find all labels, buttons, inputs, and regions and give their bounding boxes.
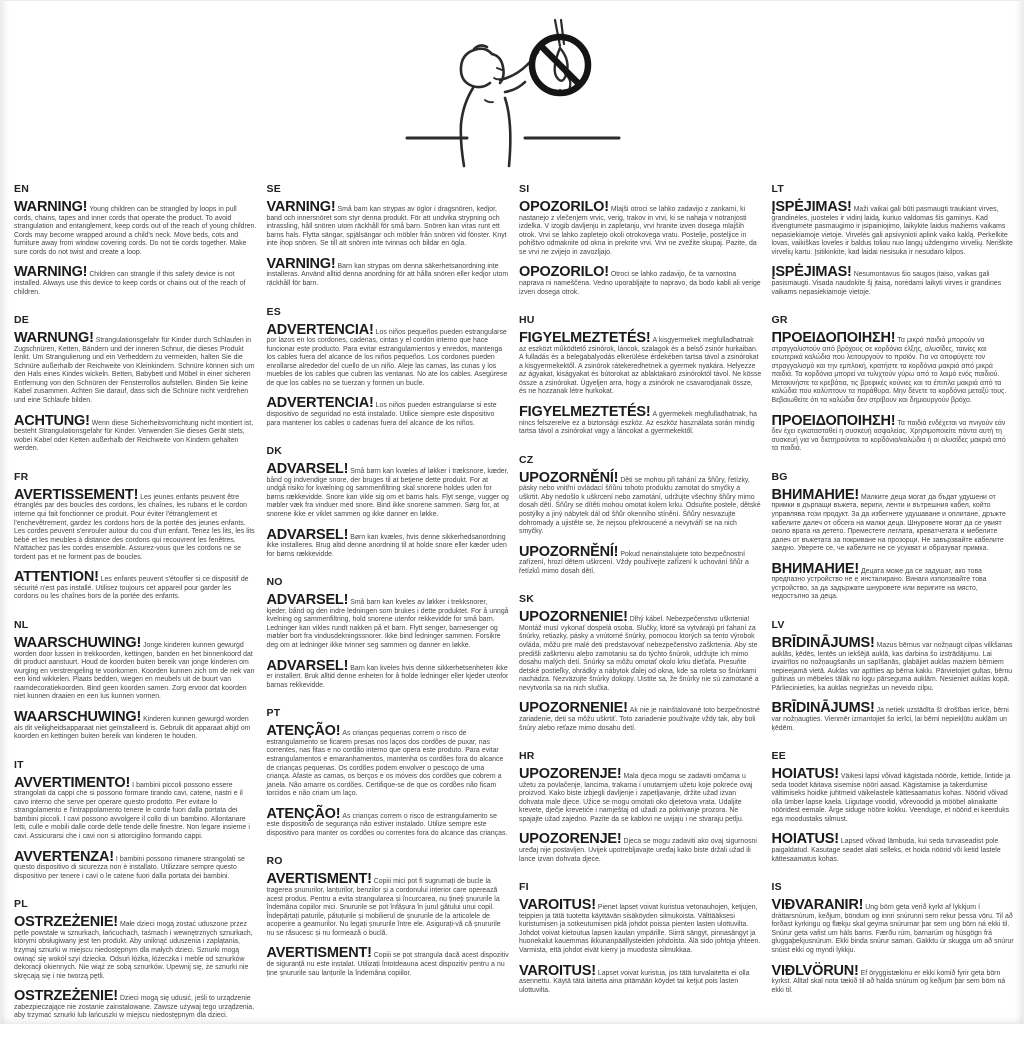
warning-heading: ATENÇÃO!	[266, 723, 341, 740]
section-dk	[267, 445, 510, 559]
warning-heading: UPOZORNENIE!	[519, 700, 628, 717]
warning-block	[772, 832, 1015, 864]
column-3	[519, 183, 762, 1038]
warning-columns	[14, 183, 1014, 1038]
warning-block	[267, 462, 510, 519]
warning-body: Τα παιδιά ενδέχεται να πνιγούν εάν δεν έχει εγκατασταθεί η συσκευή ασφαλείας. Χρησιμοποιείτε πάντα αυτή τη συσκευή για να διατηρούνται τα κορδόνια/καλώδια ή οι αλυσίδες μακριά από τα παιδιά.	[771, 419, 1006, 453]
lang-code-is: IS	[771, 881, 782, 894]
warning-block	[267, 200, 510, 249]
warning-block	[267, 593, 510, 650]
warning-block	[519, 265, 762, 297]
section-lv	[772, 619, 1015, 733]
child-cord-warning-illustration	[397, 18, 627, 168]
warning-heading: OSTRZEŻENIE!	[14, 988, 118, 1005]
warning-block	[519, 610, 762, 693]
lang-code-bg: BG	[771, 470, 788, 483]
warning-block	[14, 710, 257, 742]
section-en	[14, 183, 257, 297]
section-fi	[519, 881, 762, 995]
warning-heading: ĮSPĖJIMAS!	[771, 199, 852, 215]
warning-block	[772, 562, 1015, 602]
warning-heading: VAROITUS!	[519, 962, 596, 979]
warning-heading: WAARSCHUWING!	[14, 708, 142, 725]
warning-block	[772, 331, 1015, 406]
warning-block	[772, 898, 1015, 955]
lang-code-fi: FI	[519, 881, 529, 894]
section-lt	[772, 183, 1015, 297]
warning-block	[14, 414, 257, 454]
warning-block	[772, 636, 1015, 693]
warning-heading: WARNING!	[14, 199, 88, 215]
section-fr	[14, 471, 257, 602]
warning-body: Children can strangle if this safety device is not installed. Always use this device to keep cords or chains out of the reach of children.	[14, 271, 246, 296]
lang-code-si: SI	[519, 183, 530, 195]
warning-block	[14, 989, 257, 1021]
lang-code-ee: EE	[771, 750, 786, 763]
warning-body: Copiii mici pot fi sugrumați de bucle la tragerea șnururilor, lanțurilor, benzilor și a cordonului interior care operează acest produs. Pentru a evita strangularea și încurcarea, nu țineți șnururile la îndemâna copiilor mici. Șnururile se pot înfășura în jurul gâtului unui copil. Îndepărtați paturile, pătuțurile și mobilierul de șnururile de la articolele de acoperire a geamurilor. Nu legați șnururile între ele. Asigurați-vă că șnururile nu se răsucesc și nu formează o buclă.	[266, 878, 501, 937]
lang-code-dk: DK	[266, 445, 283, 458]
warning-heading: UPOZORENJE!	[519, 766, 622, 783]
section-no	[267, 576, 510, 690]
column-2	[267, 183, 510, 1038]
warning-heading: VIÐLVÖRUN!	[771, 962, 859, 979]
warning-heading: WARNING!	[14, 264, 88, 281]
warning-body: Mazus bērnus var nožņaugt cilpas vilkšanas auklās, ķēdēs, lentēs un iekšējā auklā, kas darbina šo izstrādājumu. Lai izvairītos no nožņaugšanās un sapīšanās, glabājiet auklas maziem bērniem nepieejamā vietā. Auklas var aptīties ap bērna kaklu. Pārvietojiet gultas, bērnu gultiņas un mēbeles tālāk no logu pārseguma auklām. Nesieniet auklas kopā. Pārliecinieties, ka auklas negriežas un neveido cilpu.	[771, 642, 1013, 692]
section-gr	[772, 314, 1015, 454]
warning-block	[519, 767, 762, 824]
warning-body: Ef öryggistækinu er ekki komið fyrir geta börn kyrkst. Alltaf skal nota tækið til að halda snúrum og keðjum þar sem börn ná ekki til.	[771, 969, 1006, 994]
warning-heading: FIGYELMEZTETÉS!	[519, 404, 651, 420]
lang-code-se: SE	[266, 183, 281, 195]
warning-heading: ВНИМАНИЕ!	[771, 560, 860, 577]
warning-heading: VIÐVARANIR!	[771, 897, 864, 914]
warning-block	[267, 257, 510, 289]
lang-code-ro: RO	[266, 855, 283, 868]
warning-block	[267, 659, 510, 691]
warning-heading: VAROITUS!	[519, 897, 596, 914]
warning-heading: ADVARSEL!	[266, 526, 349, 543]
warning-block	[519, 331, 762, 397]
warning-heading: BRĪDINĀJUMS!	[771, 700, 875, 717]
warning-block	[772, 488, 1015, 554]
warning-body: Pokud nenainstalujete toto bezpečnostní zařízení, hrozí dětem uškrcení. Vždy používejte zařízení k uchování šňůr a řetízků mimo dosah dětí.	[519, 550, 749, 575]
lang-code-gr: GR	[771, 314, 788, 327]
warning-body: Lapset voivat kuristua, jos tätä turvalaitetta ei olla asennettu. Käytä tätä laitetta aina pitämään köydet tai ketjut pois lasten ulottuvilta.	[519, 969, 750, 994]
warning-body: I bambini possono rimanere strangolati se questo dispositivo di sicurezza non è installato. Utilizzare sempre questo dispositivo per tenere i cavi o le catene fuori dalla portata dei bambini.	[14, 855, 245, 880]
warning-heading: UPOZORNĚNÍ!	[519, 469, 619, 486]
section-hr	[519, 750, 762, 864]
warning-body: Strangulationsgefahr für Kinder durch Schlaufen in Zugschnüren, Ketten, Bändern und der inneren Schnur, die dieses Produkt lenkt. Um Strangulierung und ein Verheddern zu vermeiden, halten Sie die Schnüre außerhalb der Reichweite von Kleinkindern. Schnüre können sich um den Hals eines Kindes wickeln. Betten, Babybett und Möbel in einer sicheren Entfernung von den Schnüren der Fensterrollos aufstellen. Binden Sie keine Kabel zusammen. Achten Sie darauf, dass sich die Schnüre nicht verdrehen und eine Schlaufe bilden.	[14, 337, 255, 404]
warning-body: Малките деца могат да бъдат удушени от примки в дърпащи въжета, вериги, ленти и вътрешния кабел, който управлява този продукт. За да избегнете удушаване и оплитане, дръжте кабелите далеч от обсега на малки деца. Шнуровете могат да се увият около врата на детето. Преместете леглата, креватчетата и мебелите далеч от въжетата за покриване на прозорци. Не завързвайте кабелите заедно. Уверете се, че кабелите не се усукват и образуват примка.	[771, 493, 1006, 553]
lang-code-fr: FR	[14, 470, 29, 483]
warning-block	[267, 946, 510, 978]
illustration-area	[0, 18, 1024, 168]
warning-body: Mlajši otroci se lahko zadavijo z zankami, ki nastanejo z vlečenjem vrvic, verig, trakov in vrvi, ki se nahaja v notranjosti izdelka. V izogib davljenju in zapletanju, vrvi hranite izven dosega mlajših otrok. Vrvi se lahko zapletejo okoli otrokovega vratu. Postelje, posteljice in pohištvo odmaknite od okna in prekrite vrvi. Vrvi ne zvežite skupaj. Pazite, da se vrvi ne zvijejo in zavozljajo.	[519, 206, 757, 256]
warning-body: Los niños pueden estrangularse si este dispositivo de seguridad no está instalado. Utilice siempre este dispositivo para mantener los cables o cadenas fuera del alcance de los niños.	[266, 402, 497, 427]
warning-body: Små barn kan strypas av öglor i dragsnören, kedjor, band och innersnöret som styr denna produkt. För att undvika strypning och intrassling, håll snören utom räckhåll för små barn. Snören kan viras runt ett barns hals. Flytta sängar, spjälsängar och möbler från snören vid fönster. Knyt inte ihop snören. Se till att snören inte tvinnas och bildar en ögla.	[266, 206, 507, 248]
warning-block	[267, 323, 510, 389]
warning-body: Les jeunes enfants peuvent être étranglés par des boucles des cordons, les chaînes, les rubans et le cordon interne qui fait fonctionner ce produit. Pour éviter l'étranglement et l'enchevêtrement, gardez les cordons hors de la portée des jeunes enfants. Les cordes peuvent s'enrouler autour du cou d'un enfant. Tenez les lits, les lits bébé et les meubles à distance des cordons qui recouvrent les fenêtres. N'attachez pas les cordes ensemble. Assurez-vous que les cordons ne se tordent pas et ne forment pas de boucles.	[14, 493, 255, 561]
lang-code-sk: SK	[519, 593, 534, 606]
warning-body: Jonge kinderen kunnen gewurgd worden door lussen in trekkoorden, kettingen, banden en het binnenkoord dat dit product aanstuurt. Houd de koorden buiten bereik van jonge kinderen om wurging en verstrengeling te voorkomen. Koorden kunnen zich om de nek van een kind wikkelen. Plaats bedden, wiegen en meubels uit de buurt van raamdecoratiekoorden. Bind geen koorden samen. Zorg ervoor dat koorden niet kunnen draaien en een lus kunnen vormen.	[14, 642, 255, 701]
section-bg	[772, 471, 1015, 602]
warning-heading: FIGYELMEZTETÉS!	[519, 330, 651, 347]
warning-heading: UPOZORNENIE!	[519, 609, 628, 626]
warning-body: I bambini piccoli possono essere strangolati da cappi che si possono formare tirando cavi, catene, nastri e il cavo interno che serve per operare questo prodotto. Per evitare lo strangolamento e l'intrappolamento tenere le corde fuori dalla portata dei bambini piccoli. I cavi possono avvolgere il collo di un bambino. Allontanare letti, culle e mobili dalle corde delle tende delle finestre. Non legare insieme i cavi. Assicurarsi che i cavi non si attorciglino formando cappi.	[14, 781, 250, 840]
warning-block	[14, 488, 257, 563]
warning-heading: ВНИМАНИЕ!	[771, 486, 860, 503]
lang-code-pt: PT	[266, 707, 281, 720]
warning-body: Børn kan kvæles, hvis denne sikkerhedsanordning ikke installeres. Brug altid denne anordning til at holde snore eller kæder uden for børns rækkevidde.	[266, 533, 507, 558]
lang-code-en: EN	[14, 183, 29, 195]
warning-block	[519, 545, 762, 577]
warning-heading: UPOZORENJE!	[519, 831, 622, 848]
lang-code-lt: LT	[771, 183, 784, 195]
warning-block	[14, 636, 257, 702]
warning-body: Barn kan kveles hvis denne sikkerhetsenheten ikke er installert. Bruk alltid denne enheten for å holde ledninger eller kjeder utenfor barnas rekkevidde.	[266, 664, 509, 689]
warning-body: Nesumontavus šio saugos įtaiso, vaikas gali pasismaugti. Visada naudokite šį įtaisą, norėdami laikyti virves ir grandines vaikams nepasiekiamoje vietoje.	[771, 271, 1002, 296]
warning-heading: BRĪDINĀJUMS!	[771, 635, 875, 651]
warning-body: Dlhý kábel. Nebezpečenstvo uškrtenia! Montáž musí vykonať dospelá osoba. Slučky, ktoré sa vytvárajú pri ťahaní za šnúrky, retiazky, pásky a vnútorné šnúrky, pomocou ktorých sa tento výrobok ovláda, môžu pre malé deti predstavovať nebezpečenstvo zaškrtenia. Aby ste predišli zaškrteniu alebo zamotaniu sa do týchto šnúrok, udržujte ich mimo dosahu malých detí. Šnúrky sa môžu omotať okolo krku dieťaťa. Presuňte detské postieľky, ohrádky a nábytok ďalej od okna, kde sa roleta so šnúrkami nachádza. Nezväzujte šnúrky dokopy. Uistite sa, že šnúrky nie sú zamotané a nevytvorila sa na nich slučka.	[519, 616, 759, 692]
lang-code-pl: PL	[14, 898, 28, 911]
section-pl	[14, 898, 257, 1021]
section-cz	[519, 454, 762, 577]
section-se	[267, 183, 510, 289]
warning-body: Les enfants peuvent s'étouffer si ce dispositif de sécurité n'est pas installé. Utilisez toujours cet appareil pour garder les cordons ou les chaînes hors de la portée des enfants.	[14, 576, 249, 601]
warning-heading: ATENÇÃO!	[266, 805, 341, 822]
lang-code-hr: HR	[519, 750, 535, 763]
warning-heading: ATTENTION!	[14, 569, 99, 586]
warning-heading: WARNUNG!	[14, 330, 94, 347]
warning-heading: HOIATUS!	[771, 766, 839, 783]
warning-heading: ADVARSEL!	[266, 461, 349, 478]
warning-block	[267, 807, 510, 839]
warning-block	[772, 414, 1015, 454]
warning-body: Väikesi lapsi võivad kägistada nöörde, kettide, lintide ja seda toodet käitava sisemise nööri aasad. Kägistamise ja takerdumise vältimiseks hoidke juhtmeid väikelastele kättesaamatus kohas. Nöörid võivad olla ümber lapse kaela. Liigutage voodid, võrevoodid ja mööbel aknakatte nööridest eemale. Ärge siduge nööre kokku. Veenduge, et nöörid ei keerduks ega moodustaks silmust.	[771, 773, 1011, 823]
lang-code-hu: HU	[519, 314, 535, 327]
warning-block	[519, 200, 762, 257]
warning-heading: VARNING!	[266, 255, 336, 272]
warning-body: Young children can be strangled by loops in pull cords, chains, tapes and inner cords that operate the product. To avoid strangulation and entanglement, keep cords out of the reach of young children. Cords may become wrapped around a child's neck. Move beds, cots and furniture away from window covering cords. Do not tie cords together. Make sure cords do not twist and create a loop.	[14, 206, 257, 256]
warning-body: A gyermekek megfulladhatnak, ha nincs felszerelve ez a biztonsági eszköz. Az eszköz használata során mindig tartsa távol a zsinórokat vagy a láncokat a gyermekektől.	[519, 411, 757, 436]
warning-body: Kinderen kunnen gewurgd worden als dit veiligheidsapparaat niet geïnstalleerd is. Gebruik dit apparaat altijd om koorden en kettingen buiten bereik van kinderen te houden.	[14, 715, 251, 741]
warning-heading: AVERTISMENT!	[266, 945, 372, 962]
lang-code-no: NO	[266, 576, 283, 589]
warning-block	[772, 265, 1015, 297]
warning-body: Los niños pequeños pueden estrangularse por lazos en los cordones, cadenas, cintas y el cordón interno que hace funcionar este producto. Para evitar estrangulamientos y enredos, mantenga los cables fuera del alcance de los niños pequeños. Los cordones pueden enrollarse alrededor del cuello de un niño. Aleje las camas, las cunas y los muebles de los cables que cubren las ventanas. No ate los cables. Asegúrese de que los cables no se tuerzan y formen un bucle.	[266, 328, 508, 387]
lang-code-nl: NL	[14, 619, 29, 631]
warning-heading: ADVERTENCIA!	[266, 395, 374, 412]
warning-block	[14, 850, 257, 882]
section-sk	[519, 593, 762, 733]
warning-block	[14, 776, 257, 842]
warning-heading: ADVARSEL!	[266, 592, 349, 609]
warning-body: Barn kan strypas om denna säkerhetsanordning inte installeras. Använd alltid denna anordning för att hålla snören eller kedjor utom räckhåll för barn.	[266, 262, 509, 287]
warning-heading: AVERTISSEMENT!	[14, 486, 139, 503]
warning-body: Djeca se mogu zadaviti ako ovaj sigurnosni uređaj nije postavljen. Uvijek upotrebljavajte uređaj kako biste držali užad ili lance izvan dohvata djece.	[519, 838, 757, 863]
warning-block	[267, 724, 510, 799]
warning-body: Děti se mohou při tahání za šňůry, řetízky, pásky nebo vnitřní ovládací šňůru tohoto produktu zamotat do smyčky a uškrtit. Aby nedošlo k uškrcení nebo zamotání, udržujte všechny šňůry mimo dosah dětí. Šňůry se dítěti mohou omotat kolem krku. Odsuňte postele, dětské postýlky a jiný nábytek dál od šňůr okenního stínění. Šňůry nesvazujte dohromady a ujistěte se, že nejsou překroucené a nevytváří se na nich smyčky.	[519, 476, 761, 536]
lang-code-es: ES	[266, 305, 281, 318]
warning-heading: OPOZORILO!	[519, 264, 609, 281]
warning-block	[14, 200, 257, 257]
warning-body: Децата може да се задушат, ако това предпазно устройство не е инсталирано. Винаги използвайте това устройство, за да задържате шнуровете или веригите на място, недостъпно за деца.	[771, 567, 987, 601]
warning-body: Ung börn geta verið kyrkt af lykkjum í dráttarsnúrum, keðjum, böndum og innri snúrunni sem rekur þessa vöru. Til að forðast kyrkingu og flækju skal geyma snúrurnar þar sem ung börn ná ekki til. Snúrur geta vafist um háls barns. Færðu rúm, barnarúm og húsgögn frá gluggaþekjusnúrum. Ekki binda snúrur saman. Gakktu úr skugga um að snúrur snúist ekki og myndi lykkju.	[771, 904, 1014, 954]
section-it	[14, 759, 257, 882]
warning-block	[519, 405, 762, 437]
column-1	[14, 183, 257, 1038]
warning-heading: UPOZORNĚNÍ!	[519, 543, 619, 560]
warning-body: Copiii se pot strangula dacă acest dispozitiv de siguranță nu este instalat. Utilizați întotdeauna acest dispozitiv pentru a nu ține șnururile sau lanțurile la îndemâna copiilor.	[266, 952, 509, 977]
warning-heading: AVVERTENZA!	[14, 848, 114, 865]
warning-heading: VARNING!	[266, 199, 336, 215]
warning-body: Mala djeca mogu se zadaviti omčama u užetu za povlačenje, lancima, trakama i unutarnjem užetu koje pokreće ovaj proizvod. Kako biste izbjegli davljenje i zapetljavanje, držite užad izvan dohvata male djece. Užice se mogu omotati oko djetetova vrata. Udaljite krevete, dječje krevetiće i namještaj od užadi za pokrivanje prozora. Ne spajajte užad zajedno. Pazite da se kablovi ne uvijaju i ne stvaraju petlju.	[519, 773, 753, 823]
warning-block	[519, 832, 762, 864]
warning-body: Τα μικρά παιδιά μπορούν να στραγγαλιστούν από βρόχους σε κορδόνια έλξης, αλυσίδες, ταινίες και εσωτερικά καλώδια που λειτουργούν το προϊόν. Για να αποφύγετε τον στραγγαλισμό και την εμπλοκή, κρατήστε τα κορδόνια μακριά από μικρά παιδιά. Τα κορδόνια μπορεί να τυλιχτούν γύρω από το λαιμό ενός παιδιού. Μετακινήστε τα κρεβάτια, τις βρεφικές κούνιες και τα έπιπλα μακριά από τα καλώδια που καλύπτουν τα παράθυρα. Μην δένετε τα κορδόνια μεταξύ τους. Βεβαιωθείτε ότι τα καλώδια δεν στρίβουν και δημιουργούν βρόχο.	[771, 337, 1007, 404]
section-nl	[14, 619, 257, 742]
warning-block	[519, 964, 762, 996]
warning-heading: ΠΡΟΕΙΔΟΠΟΙΗΣΗ!	[771, 412, 896, 429]
warning-heading: AVVERTIMENTO!	[14, 774, 131, 791]
warning-body: Wenn diese Sicherheitsvorrichtung nicht montiert ist, besteht Strangulationsgefahr für Kinder. Verwenden Sie dieses Gerät stets, wobei Kabel oder Ketten außerhalb der Reichweite von Kindern gehalten werden.	[14, 419, 254, 453]
warning-block	[519, 471, 762, 537]
warning-block	[14, 915, 257, 981]
warning-body: As crianças pequenas correm o risco de estrangulamento se ficarem presas nos laços dos cordões de puxar, nas correntes, nas fitas e no cordão interno que opera este produto. Para evitar estrangulamentos e emaranhamentos, mantenha os cordões fora do alcance de crianças pequenas. Os cordões podem envolver o pescoço de uma criança. Afaste as camas, os berços e os móveis dos cordões que cobrem a janela. Não amarre os cordões. Certifique-se de que os cordões não ficam torcidos e não criam um laço.	[266, 730, 504, 798]
warning-body: Dzieci mogą się udusić, jeśli to urządzenie zabezpieczające nie zostanie zainstalowane. Zawsze używaj tego urządzenia, aby trzymać sznurki lub łańcuszki w miejscu niedostępnym dla dzieci.	[14, 995, 255, 1020]
warning-block	[519, 701, 762, 733]
warning-heading: ADVERTENCIA!	[266, 321, 374, 338]
warning-block	[14, 331, 257, 406]
section-si	[519, 183, 762, 297]
warning-heading: ACHTUNG!	[14, 412, 90, 429]
warning-heading: ADVARSEL!	[266, 657, 349, 674]
lang-code-it: IT	[14, 758, 24, 771]
warning-heading: ΠΡΟΕΙΔΟΠΟΙΗΣΗ!	[771, 330, 896, 347]
warning-body: Małe dzieci mogą zostać uduszone przez pętle powstałe w sznurkach, łańcuchach, taśmach i wewnętrznych sznurkach, którymi obsługiwany jest ten produkt. Aby uniknąć uduszenia i zaplątania, trzymaj sznurki w miejscu niedostępnym dla małych dzieci. Sznurki mogą owinąć się wokół szyi dziecka. Odsuń łóżka, łóżeczka i meble od sznurków dekoracji okiennych. Nie wiąż ze sobą sznurków. Upewnij się, że sznurki nie skręcają się i nie tworzą pętli.	[14, 921, 253, 980]
section-ee	[772, 750, 1015, 864]
warning-body: Små barn kan kveles av løkker i trekksnorer, kjeder, bånd og den indre ledningen som brukes i dette produktet. For å unngå kvelning og sammenfiltring, hold snorene utenfor rekkevidde for små barn. Ledninger kan vikles rundt nakken på et barn. Flytt senger, barnesenger og møbler bort fra vindusdekningssnorer. Ikke bind ledninger sammen. Forsikre deg om at ledninger ikke tvinner seg sammen og danner en løkke.	[266, 599, 509, 649]
warning-body: Ja netiek uzstādīta šī drošības ierīce, bērni var nožņaugties. Vienmēr izmantojiet šo ierīci, lai bērni nepiekļūtu auklām un ķēdēm.	[771, 707, 1009, 732]
warning-body: As crianças correm o risco de estrangulamento se este dispositivo de segurança não estiver instalado. Utilize sempre este dispositivo para manter os cordões ou correntes fora do alcance das crianças.	[266, 812, 508, 837]
warning-block	[519, 898, 762, 955]
warning-body: Lapsed võivad lämbuda, kui seda turvaseadist pole paigaldatud. Kasutage seadet alati selleks, et hoida nöörid või ketid lastele kättesaamatus kohas.	[771, 838, 1001, 863]
warning-body: Otroci se lahko zadavijo, če ta varnostna naprava ni nameščena. Vedno uporabljajte to napravo, da bodo kabli ali verige izven dosega otrok.	[519, 271, 761, 296]
section-pt	[267, 707, 510, 838]
warning-block	[772, 767, 1015, 824]
lang-code-lv: LV	[771, 619, 785, 631]
warning-heading: AVERTISMENT!	[266, 871, 372, 888]
warning-heading: OSTRZEŻENIE!	[14, 914, 118, 931]
warning-body: Pienet lapset voivat kuristua vetonauhojen, ketjujen, teippien ja tätä tuotetta käyttävän sisäköyden silmukoista. Välttääksesi kuristumisen ja sotkeutumisen pidä johdot poissa pienten lasten ulottuvilta. Johdot voivat kietoutua lapsen kaulan ympärille. Siirrä sängyt, pinnasängyt ja huonekalut kauemmas ikkunanpäällysteiden johdoista. Älä sido johtoja yhteen. Varmista, että johdot eivät kierry ja muodosta silmukkaa.	[519, 904, 761, 954]
warning-block	[267, 396, 510, 428]
section-de	[14, 314, 257, 454]
warning-heading: WAARSCHUWING!	[14, 635, 142, 651]
warning-block	[267, 872, 510, 938]
section-ro	[267, 855, 510, 978]
warning-body: Maži vaikai gali būti pasmaugti traukiant virves, grandinėles, juosteles ir vidinį laidą, kuriuo valdomas šis gaminys. Kad išvengtumėte pasmaugimo ir įsipainiojimo, laikykite laidus mažiems vaikams nepasiekiamoje vietoje. Virvelės gali apsivynioti aplink vaiko kaklą. Perkelkite lovas, vaikiškas loveles ir baldus toliau nuo langų uždengimo virvelių. Neriškite virvelių kartu. Įsitikinkite, kad laidai nesisuka ir nesudaro kilpos.	[771, 206, 1013, 256]
warning-heading: ĮSPĖJIMAS!	[771, 264, 852, 281]
warning-heading: HOIATUS!	[771, 831, 839, 848]
warning-block	[772, 964, 1015, 996]
column-4	[772, 183, 1015, 1038]
warning-block	[14, 570, 257, 602]
warning-block	[267, 528, 510, 560]
section-is	[772, 881, 1015, 995]
warning-body: Små børn kan kvæles af løkker i træksnore, kæder, bånd og indvendige snore, der bruges til at betjene dette produkt. For at undgå risiko for kvælning og sammenfiltring skal snorene holdes uden for børns rækkevidde. Snore kan vikle sig om et barns hals. Flyt senge, vugger og møbler væk fra vinduer med snore. Bind ikke snorene sammen. Sørg for, at snorene ikke er viklet sammen og ikke danner en løkke.	[266, 468, 509, 518]
warning-block	[772, 200, 1015, 257]
warning-block	[14, 265, 257, 297]
warning-heading: OPOZORILO!	[519, 199, 609, 215]
lang-code-de: DE	[14, 314, 29, 327]
warning-block	[772, 701, 1015, 733]
warning-body: Ak nie je nainštalované toto bezpečnostné zariadenie, deti sa môžu uškrtiť. Toto zariadenie používajte vždy tak, aby boli šnúry alebo reťaze mimo dosahu detí.	[519, 707, 760, 732]
section-es	[267, 306, 510, 429]
warning-body: A kisgyermekek megfulladhatnak az eszközt működtető zsinórok, láncok, szalagok és a belső zsinór hurkaiban. A fulladás és a belegabalyodás elkerülése érdekében tartsa távol a zsinórokat a kisgyermekektől. A zsinórok rátekeredhetnek a gyermek nyakára. Helyezze az ágyakat, kiságyakat és bútorokat az ablaktakaró zsinóroktól távol. Ne kösse össze a zsinórokat. Ügyeljen arra, hogy a zsinórok ne csavarodjanak össze, és ne hozzanak létre hurkokat.	[519, 337, 762, 396]
section-hu	[519, 314, 762, 437]
lang-code-cz: CZ	[519, 453, 534, 466]
